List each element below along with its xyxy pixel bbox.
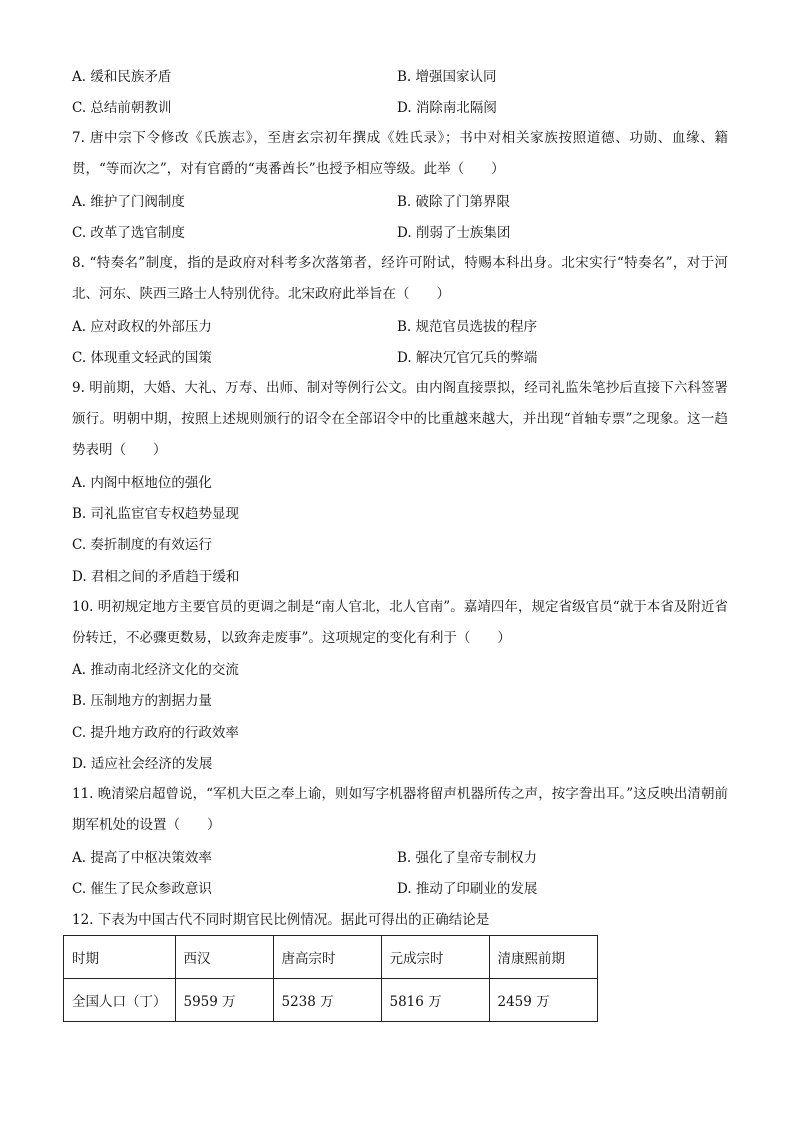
table-cell: 5959 万 — [175, 979, 273, 1022]
q11-option-b: B. 强化了皇帝专制权力 — [397, 850, 538, 866]
table-header-cell: 元成宗时 — [381, 936, 489, 979]
table-cell: 5816 万 — [381, 979, 489, 1022]
q8-option-b: B. 规范官员选拔的程序 — [397, 319, 538, 335]
q8-option-a: A. 应对政权的外部压力 — [72, 319, 212, 335]
q10-option-a: A. 推动南北经济文化的交流 — [72, 662, 239, 678]
q7-stem: 7. 唐中宗下令修改《氏族志》，至唐玄宗初年撰成《姓氏录》；书中对相关家族按照道德、功勋、血缘、籍贯，“等而次之”，对有官爵的“夷番酋长”也授予相应等级。此举（ ） — [72, 130, 728, 177]
table-cell: 5238 万 — [273, 979, 381, 1022]
table-header-cell: 唐高宗时 — [273, 936, 381, 979]
q6-option-c: C. 总结前朝教训 — [72, 100, 172, 116]
table-cell: 全国人口（丁） — [64, 979, 176, 1022]
q8-stem: 8. “特奏名”制度，指的是政府对科考多次落第者，经许可附试，特赐本科出身。北宋实行“特奏名”，对于河北、河东、陕西三路士人特别优待。北宋政府此举旨在（ ） — [72, 255, 728, 302]
q11-option-d: D. 推动了印刷业的发展 — [397, 881, 538, 897]
q7-option-b: B. 破除了门第界限 — [397, 194, 511, 210]
table-cell: 2459 万 — [489, 979, 597, 1022]
table-header-cell: 西汉 — [175, 936, 273, 979]
q12-data-table — [63, 935, 598, 1022]
table-header-cell: 时期 — [64, 936, 176, 979]
table-header-row — [64, 936, 598, 979]
q10-option-c: C. 提升地方政府的行政效率 — [72, 725, 239, 741]
q10-option-d: D. 适应社会经济的发展 — [72, 756, 213, 772]
q11-option-a: A. 提高了中枢决策效率 — [72, 850, 212, 866]
q7-option-c: C. 改革了选官制度 — [72, 225, 185, 241]
q7-option-a: A. 维护了门阀制度 — [72, 194, 185, 210]
q9-option-a: A. 内阁中枢地位的强化 — [72, 475, 212, 491]
q12-stem: 12. 下表为中国古代不同时期官民比例情况。据此可得出的正确结论是 — [72, 912, 490, 928]
q10-option-b: B. 压制地方的割据力量 — [72, 693, 213, 709]
q6-option-a: A. 缓和民族矛盾 — [72, 69, 172, 85]
q9-option-c: C. 奏折制度的有效运行 — [72, 537, 212, 553]
q11-stem: 11. 晚清梁启超曾说，“军机大臣之奉上谕，则如写字机器将留声机器所传之声，按字誊出耳。”这反映出清朝前期军机处的设置（ ） — [72, 786, 729, 833]
q11-option-c: C. 催生了民众参政意识 — [72, 881, 212, 897]
q8-option-d: D. 解决冗官冗兵的弊端 — [397, 350, 538, 366]
q9-option-d: D. 君相之间的矛盾趋于缓和 — [72, 569, 240, 585]
q8-option-c: C. 体现重文轻武的国策 — [72, 350, 212, 366]
q6-option-b: B. 增强国家认同 — [397, 69, 497, 85]
q9-option-b: B. 司礼监宦官专权趋势显现 — [72, 506, 240, 522]
q9-stem: 9. 明前期，大婚、大礼、万寿、出师、制对等例行公文。由内阁直接票拟，经司礼监朱笔抄后直接下六科签署颁行。明朝中期，按照上述规则颁行的诏令在全部诏令中的比重越来越大，并出现“首轴专票”之现象。这一趋势表明（ ） — [72, 380, 728, 458]
table-row — [64, 979, 598, 1022]
q10-stem: 10. 明初规定地方主要官员的更调之制是“南人官北，北人官南”。嘉靖四年，规定省级官员“就于本省及附近省份转迁，不必骤更数易，以致奔走废事”。这项规定的变化有利于（ ） — [72, 599, 728, 646]
q7-option-d: D. 削弱了士族集团 — [397, 225, 511, 241]
table-header-cell: 清康熙前期 — [489, 936, 597, 979]
q6-option-d: D. 消除南北隔阂 — [397, 100, 497, 116]
